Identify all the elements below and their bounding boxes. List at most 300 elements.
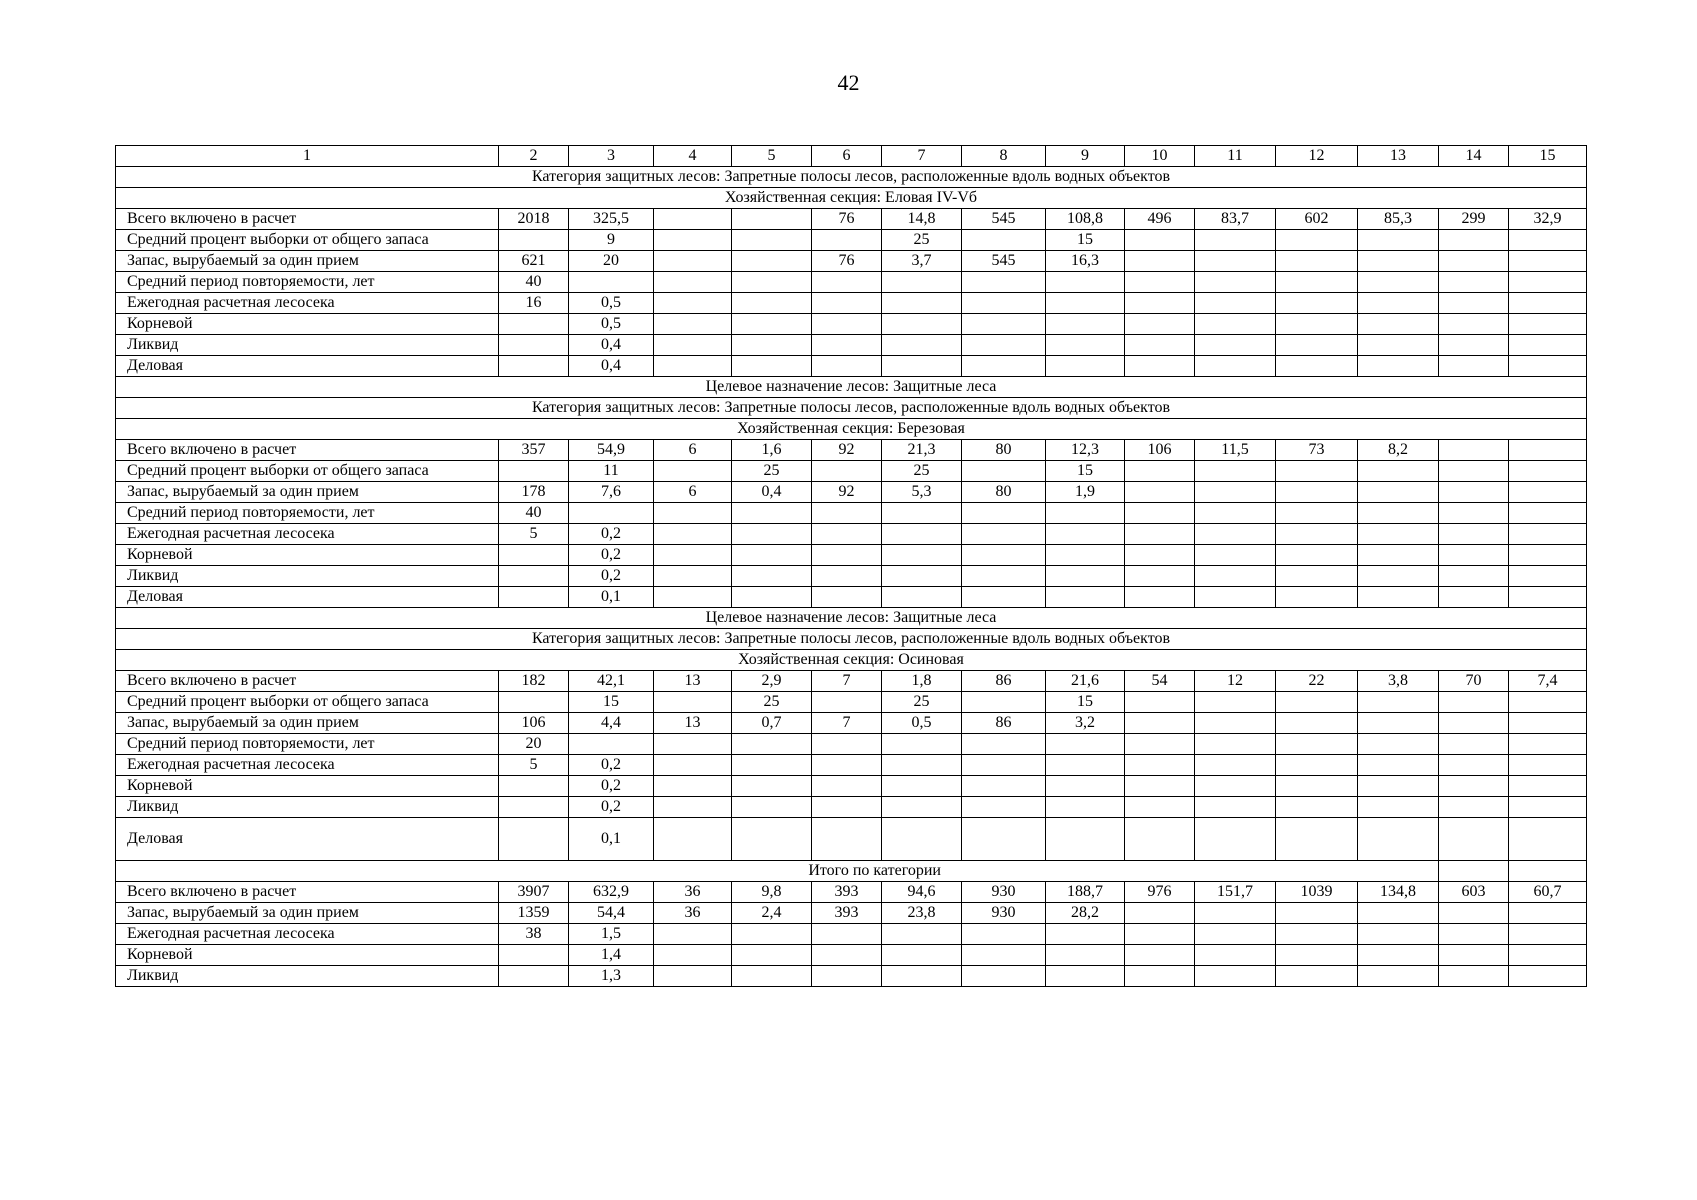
table-cell: [1276, 755, 1358, 776]
table-cell: [812, 924, 882, 945]
table-cell: [812, 734, 882, 755]
row-label: Деловая: [116, 587, 499, 608]
table-cell: [1439, 461, 1509, 482]
table-cell: [1439, 314, 1509, 335]
section-header-row: [116, 398, 1587, 419]
table-cell: [1439, 966, 1509, 987]
table-cell: [1358, 545, 1439, 566]
table-cell: [882, 755, 962, 776]
table-cell: 85,3: [1358, 209, 1439, 230]
table-cell: [1276, 692, 1358, 713]
table-cell: 11: [569, 461, 654, 482]
table-cell: [654, 924, 732, 945]
table-cell: 86: [962, 713, 1046, 734]
table-cell: [1439, 945, 1509, 966]
table-cell: 182: [499, 671, 569, 692]
row-label: Запас, вырубаемый за один прием: [116, 903, 499, 924]
table-cell: [654, 251, 732, 272]
table-row: [116, 755, 1587, 776]
table-cell: [1276, 924, 1358, 945]
table-cell: [812, 272, 882, 293]
table-cell: [962, 945, 1046, 966]
table-cell: [1046, 818, 1125, 861]
table-cell: [732, 503, 812, 524]
row-label: Ликвид: [116, 797, 499, 818]
table-cell: [499, 587, 569, 608]
table-cell: [1358, 692, 1439, 713]
column-number: 8: [962, 146, 1046, 167]
table-cell: [1276, 230, 1358, 251]
table-cell: 603: [1439, 882, 1509, 903]
table-cell: [1358, 356, 1439, 377]
table-cell: 7: [812, 671, 882, 692]
table-cell: 9: [569, 230, 654, 251]
row-label: Средний период повторяемости, лет: [116, 503, 499, 524]
table-cell: [654, 356, 732, 377]
table-cell: [1125, 734, 1195, 755]
table-cell: [654, 776, 732, 797]
table-cell: [654, 966, 732, 987]
table-cell: [812, 230, 882, 251]
table-cell: 15: [1046, 461, 1125, 482]
section-title: Категория защитных лесов: Запретные полосы лесов, расположенные вдоль водных объектов: [116, 167, 1587, 188]
table-cell: [1358, 230, 1439, 251]
table-cell: 0,5: [882, 713, 962, 734]
table-cell: [1195, 692, 1276, 713]
table-cell: [962, 524, 1046, 545]
table-cell: [1439, 692, 1509, 713]
table-cell: [1509, 903, 1587, 924]
table-cell: 5: [499, 755, 569, 776]
column-number: 6: [812, 146, 882, 167]
table-cell: [1509, 734, 1587, 755]
table-cell: 545: [962, 209, 1046, 230]
table-cell: [732, 335, 812, 356]
table-cell: [1046, 924, 1125, 945]
table-cell: [1125, 293, 1195, 314]
table-row: [116, 734, 1587, 755]
table-cell: [1439, 713, 1509, 734]
table-cell: [1509, 713, 1587, 734]
table-cell: [962, 776, 1046, 797]
section-header-row: [116, 167, 1587, 188]
column-number: 11: [1195, 146, 1276, 167]
table-cell: 0,4: [569, 356, 654, 377]
table-cell: [1125, 797, 1195, 818]
table-cell: [1358, 482, 1439, 503]
table-cell: [732, 587, 812, 608]
table-cell: 5,3: [882, 482, 962, 503]
table-cell: 15: [569, 692, 654, 713]
table-cell: [962, 272, 1046, 293]
table-cell: [1125, 903, 1195, 924]
table-cell: [732, 524, 812, 545]
table-cell: [654, 818, 732, 861]
table-cell: [812, 776, 882, 797]
table-row: [116, 566, 1587, 587]
table-cell: 0,7: [732, 713, 812, 734]
table-cell: 299: [1439, 209, 1509, 230]
table-cell: [1276, 335, 1358, 356]
table-cell: [1439, 251, 1509, 272]
table-cell: 0,2: [569, 566, 654, 587]
table-cell: [962, 818, 1046, 861]
table-cell: 0,4: [732, 482, 812, 503]
table-cell: [962, 566, 1046, 587]
table-cell: [1358, 818, 1439, 861]
table-cell: [1439, 797, 1509, 818]
table-cell: [1276, 734, 1358, 755]
table-row: [116, 251, 1587, 272]
table-cell: [1046, 524, 1125, 545]
table-cell: 1,5: [569, 924, 654, 945]
row-label: Средний период повторяемости, лет: [116, 734, 499, 755]
table-row: [116, 945, 1587, 966]
table-cell: [1276, 945, 1358, 966]
table-cell: [1509, 440, 1587, 461]
table-cell: [1046, 797, 1125, 818]
row-label: Запас, вырубаемый за один прием: [116, 482, 499, 503]
table-cell: [1125, 524, 1195, 545]
table-cell: [1046, 314, 1125, 335]
table-cell: [1195, 713, 1276, 734]
table-cell: [1276, 713, 1358, 734]
table-cell: [812, 503, 882, 524]
table-cell: [1195, 524, 1276, 545]
table-row: [116, 314, 1587, 335]
table-cell: [1509, 335, 1587, 356]
table-cell: 1,4: [569, 945, 654, 966]
column-number: 5: [732, 146, 812, 167]
table-cell: [1125, 966, 1195, 987]
table-cell: 0,2: [569, 545, 654, 566]
table-cell: [1358, 755, 1439, 776]
table-cell: 6: [654, 482, 732, 503]
table-cell: 0,5: [569, 314, 654, 335]
table-cell: 76: [812, 209, 882, 230]
table-cell: [882, 335, 962, 356]
row-label: Корневой: [116, 314, 499, 335]
section-header-row: [116, 377, 1587, 398]
table-cell: [1358, 461, 1439, 482]
table-cell: [1358, 272, 1439, 293]
table-cell: [882, 272, 962, 293]
table-cell: 13: [654, 713, 732, 734]
row-label: Всего включено в расчет: [116, 209, 499, 230]
table-cell: [1276, 314, 1358, 335]
table-cell: 23,8: [882, 903, 962, 924]
table-cell: [1276, 293, 1358, 314]
table-cell: 14,8: [882, 209, 962, 230]
table-cell: [812, 587, 882, 608]
table-cell: [732, 230, 812, 251]
table-row: [116, 209, 1587, 230]
column-number: 2: [499, 146, 569, 167]
section-title: Категория защитных лесов: Запретные полосы лесов, расположенные вдоль водных объектов: [116, 398, 1587, 419]
table-row: [116, 503, 1587, 524]
table-cell: [1195, 272, 1276, 293]
table-cell: [654, 587, 732, 608]
table-cell: [1439, 566, 1509, 587]
table-cell: [1509, 230, 1587, 251]
table-cell: [499, 566, 569, 587]
table-row: [116, 356, 1587, 377]
table-cell: [1125, 692, 1195, 713]
table-cell: [1509, 251, 1587, 272]
row-label: Ежегодная расчетная лесосека: [116, 293, 499, 314]
table-cell: [732, 818, 812, 861]
table-cell: [962, 356, 1046, 377]
table-cell: 1359: [499, 903, 569, 924]
table-cell: [812, 545, 882, 566]
table-cell: [732, 356, 812, 377]
table-row: [116, 482, 1587, 503]
table-cell: [882, 776, 962, 797]
table-cell: [1195, 251, 1276, 272]
table-cell: [812, 356, 882, 377]
table-cell: [1358, 566, 1439, 587]
table-cell: 545: [962, 251, 1046, 272]
table-cell: 11,5: [1195, 440, 1276, 461]
table-cell: [1125, 314, 1195, 335]
table-cell: [1125, 776, 1195, 797]
table-cell: [1046, 503, 1125, 524]
table-cell: [499, 230, 569, 251]
table-cell: [812, 945, 882, 966]
table-cell: [1125, 461, 1195, 482]
table-cell: [1358, 335, 1439, 356]
table-cell: [1195, 945, 1276, 966]
table-cell: 7,6: [569, 482, 654, 503]
section-header-row: [116, 650, 1587, 671]
total-header-row: [116, 861, 1587, 882]
table-cell: 25: [882, 692, 962, 713]
table-cell: 7: [812, 713, 882, 734]
table-cell: 40: [499, 272, 569, 293]
table-cell: [1276, 482, 1358, 503]
table-cell: 393: [812, 903, 882, 924]
table-cell: 0,2: [569, 797, 654, 818]
table-cell: [732, 314, 812, 335]
table-row: [116, 966, 1587, 987]
row-label: Всего включено в расчет: [116, 882, 499, 903]
table-body: [116, 167, 1587, 987]
table-cell: [1195, 734, 1276, 755]
column-number: 4: [654, 146, 732, 167]
table-cell: 602: [1276, 209, 1358, 230]
table-cell: [654, 945, 732, 966]
table-cell: [499, 356, 569, 377]
forest-calculation-table: [115, 145, 1587, 987]
table-row: [116, 818, 1587, 861]
table-cell: 94,6: [882, 882, 962, 903]
row-label: Корневой: [116, 545, 499, 566]
table-row: [116, 272, 1587, 293]
table-cell: [1358, 966, 1439, 987]
row-label: Ликвид: [116, 966, 499, 987]
table-cell: [1046, 356, 1125, 377]
table-cell: [882, 818, 962, 861]
table-cell: [1195, 818, 1276, 861]
table-cell: [1358, 776, 1439, 797]
column-number: 14: [1439, 146, 1509, 167]
table-cell: [1195, 797, 1276, 818]
table-cell: 36: [654, 882, 732, 903]
table-cell: 106: [1125, 440, 1195, 461]
table-cell: [1358, 503, 1439, 524]
table-cell: 976: [1125, 882, 1195, 903]
table-cell: 32,9: [1509, 209, 1587, 230]
table-cell: [1195, 335, 1276, 356]
table-cell: [654, 272, 732, 293]
table-cell: [812, 524, 882, 545]
table-cell: [812, 335, 882, 356]
table-cell: [1509, 545, 1587, 566]
table-cell: [962, 314, 1046, 335]
table-cell: 0,5: [569, 293, 654, 314]
table-cell: 21,6: [1046, 671, 1125, 692]
table-cell: [962, 924, 1046, 945]
section-title: Категория защитных лесов: Запретные полосы лесов, расположенные вдоль водных объектов: [116, 629, 1587, 650]
table-cell: 1,3: [569, 966, 654, 987]
table-cell: [1276, 251, 1358, 272]
table-cell: [882, 356, 962, 377]
table-cell: 16,3: [1046, 251, 1125, 272]
table-cell: 3,7: [882, 251, 962, 272]
table-cell: 178: [499, 482, 569, 503]
table-cell: [1358, 314, 1439, 335]
table-cell: 1,8: [882, 671, 962, 692]
table-cell: [1439, 356, 1509, 377]
row-label: Всего включено в расчет: [116, 440, 499, 461]
table-cell: [1509, 314, 1587, 335]
table-cell: [882, 545, 962, 566]
table-cell: [1276, 461, 1358, 482]
table-cell: [732, 566, 812, 587]
table-cell: [1046, 566, 1125, 587]
table-cell: [1195, 314, 1276, 335]
table-cell: [1125, 356, 1195, 377]
table-cell: [1509, 461, 1587, 482]
table-cell: [1046, 293, 1125, 314]
row-label: Средний процент выборки от общего запаса: [116, 230, 499, 251]
table-cell: [1509, 924, 1587, 945]
section-title: Хозяйственная секция: Еловая IV-Vб: [116, 188, 1587, 209]
table-cell: [1195, 545, 1276, 566]
row-label: Средний процент выборки от общего запаса: [116, 692, 499, 713]
table-cell: [1046, 272, 1125, 293]
table-cell: [732, 797, 812, 818]
table-cell: [1125, 587, 1195, 608]
section-header-row: [116, 629, 1587, 650]
table-cell: [732, 293, 812, 314]
row-label: Корневой: [116, 945, 499, 966]
table-cell: [654, 755, 732, 776]
table-cell: [1509, 503, 1587, 524]
table-cell: [1125, 251, 1195, 272]
table-cell: [732, 545, 812, 566]
table-cell: 80: [962, 482, 1046, 503]
table-cell: [654, 230, 732, 251]
table-cell: [1046, 776, 1125, 797]
column-number: 1: [116, 146, 499, 167]
table-cell: [1358, 293, 1439, 314]
table-cell: [499, 335, 569, 356]
table-row: [116, 797, 1587, 818]
table-row: [116, 903, 1587, 924]
table-cell: 632,9: [569, 882, 654, 903]
table-cell: 134,8: [1358, 882, 1439, 903]
section-header-row: [116, 608, 1587, 629]
table-cell: [732, 251, 812, 272]
table-cell: [499, 545, 569, 566]
table-cell: 325,5: [569, 209, 654, 230]
row-label: Ликвид: [116, 335, 499, 356]
table-cell: [1439, 818, 1509, 861]
table-cell: 0,1: [569, 818, 654, 861]
table-cell: [499, 314, 569, 335]
table-cell: 357: [499, 440, 569, 461]
table-cell: [1046, 335, 1125, 356]
table-cell: 54,4: [569, 903, 654, 924]
table-cell: [1439, 272, 1509, 293]
table-cell: [654, 461, 732, 482]
table-cell: [1195, 903, 1276, 924]
table-cell: [1125, 924, 1195, 945]
row-label: Ежегодная расчетная лесосека: [116, 524, 499, 545]
table-cell: [882, 566, 962, 587]
table-cell: [1046, 587, 1125, 608]
table-cell: [499, 692, 569, 713]
table-cell: [499, 776, 569, 797]
table-cell: 1,6: [732, 440, 812, 461]
table-cell: 28,2: [1046, 903, 1125, 924]
table-cell: [1439, 861, 1509, 882]
table-cell: [732, 209, 812, 230]
table-cell: [882, 587, 962, 608]
table-cell: 0,4: [569, 335, 654, 356]
table-cell: [1358, 797, 1439, 818]
table-cell: [1276, 503, 1358, 524]
table-cell: [732, 945, 812, 966]
table-cell: [962, 503, 1046, 524]
table-cell: [1358, 251, 1439, 272]
table-cell: 3,8: [1358, 671, 1439, 692]
table-cell: 38: [499, 924, 569, 945]
table-cell: [499, 818, 569, 861]
table-cell: [1439, 293, 1509, 314]
table-cell: [1276, 356, 1358, 377]
table-row: [116, 587, 1587, 608]
table-cell: [732, 776, 812, 797]
section-header-row: [116, 419, 1587, 440]
table-cell: 15: [1046, 230, 1125, 251]
table-cell: [1125, 945, 1195, 966]
table-cell: [1195, 755, 1276, 776]
table-cell: 13: [654, 671, 732, 692]
table-cell: [1276, 272, 1358, 293]
table-cell: [1509, 966, 1587, 987]
table-row: [116, 230, 1587, 251]
table-cell: 496: [1125, 209, 1195, 230]
table-cell: [1439, 903, 1509, 924]
table-cell: [1439, 755, 1509, 776]
table-cell: [1439, 230, 1509, 251]
table-cell: [962, 293, 1046, 314]
table-cell: 20: [499, 734, 569, 755]
table-cell: [732, 755, 812, 776]
table-cell: [1439, 482, 1509, 503]
